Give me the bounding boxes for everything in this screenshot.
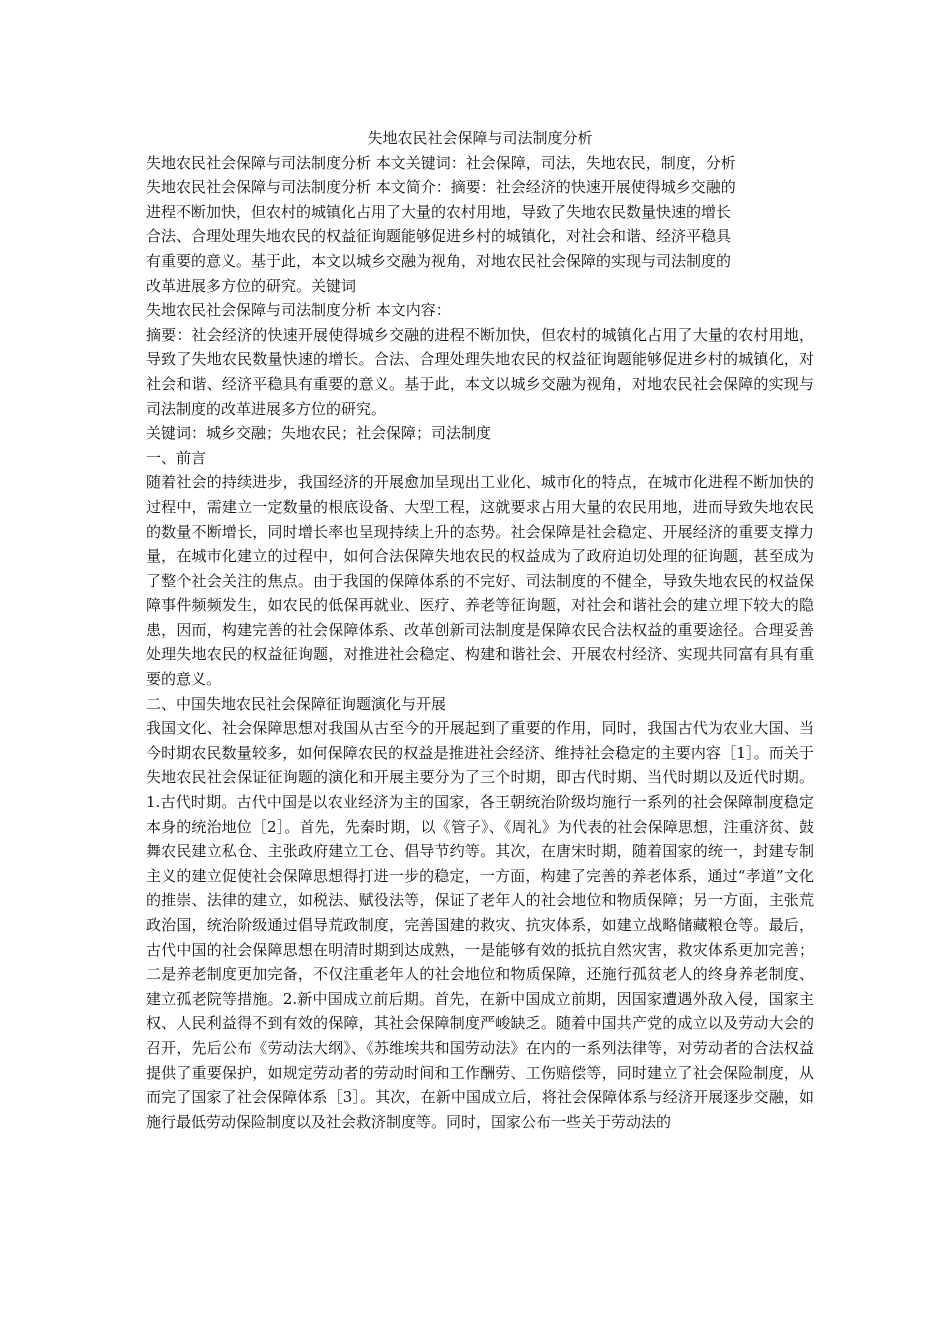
abstract-paragraph: 摘要：社会经济的快速开展使得城乡交融的进程不断加快，但农村的城镇化占用了大量的农村用地，导致了失地农民数量快速的增长。合法、合理处理失地农民的权益征询题能够促进乡村的城镇化，对社会和谐、经济平稳具有重要的意义。基于此，本文以城乡交融为视角，对地农民社会保障的实现与司法制度的改革进展多方位的研究。 bbox=[146, 325, 814, 418]
body-paragraph: 随着社会的持续进步，我国经济的开展愈加呈现出工业化、城市化的特点，在城市化进程不断加快的过程中，需建立一定数量的根底设备、大型工程，这就要求占用大量的农民用地，进而导致失地农民的数量不断增长，同时增长率也呈现持续上升的态势。社会保障是社会稳定、开展经济的重要支撑力量，在城市化建立的过程中，如何合法保障失地农民的权益成为了政府迫切处理的征询题，甚至成为了整个社会关注的焦点。由于我国的保障体系的不完好、司法制度的不健全，导致失地农民的权益保障事件频频发生，如农民的低保再就业、医疗、养老等征询题，对社会和谐社会的建立埋下较大的隐患，因而，构建完善的社会保障体系、改革创新司法制度是保障农民合法权益的重要途径。合理妥善处理失地农民的权益征询题，对推进社会稳定、构建和谐社会、开展农村经济、实现共同富有具有重要的意义。 bbox=[146, 473, 814, 689]
document-page bbox=[146, 126, 814, 1134]
content-label: 失地农民社会保障与司法制度分析 本文内容： bbox=[146, 301, 451, 320]
section-heading: 二、中国失地农民社会保障征询题演化与开展 bbox=[146, 694, 447, 713]
intro-line: 失地农民社会保障与司法制度分析 本文简介：摘要：社会经济的快速开展使得城乡交融的 bbox=[146, 178, 736, 197]
intro-line: 改革进展多方位的研究。关键词 bbox=[146, 276, 357, 295]
section-heading: 一、前言 bbox=[146, 448, 207, 467]
document-title: 失地农民社会保障与司法制度分析 bbox=[367, 129, 593, 147]
keywords-line: 关键词：城乡交融；失地农民；社会保障；司法制度 bbox=[146, 424, 492, 443]
body-paragraph: 我国文化、社会保障思想对我国从古至今的开展起到了重要的作用，同时，我国古代为农业大国、当今时期农民数量较多，如何保障农民的权益是推进社会经济、维持社会稳定的主要内容［1］。而关于失地农民社会保证征询题的演化和开展主要分为了三个时期，即古代时期、当代时期以及近代时期。1.古代时期。古代中国是以农业经济为主的国家，各王朝统治阶级均施行一系列的社会保障制度稳定本身的统治地位［2］。首先，先秦时期，以《管子》、《周礼》为代表的社会保障思想，注重济贫、鼓舞农民建立私仓、主张政府建立工仓、倡导节约等。其次，在唐宋时期，随着国家的统一，封建专制主义的建立促使社会保障思想得打进一步的稳定，一方面，构建了完善的养老体系，通过“孝道”文化的推崇、法律的建立，如税法、赋役法等，保证了老年人的社会地位和物质保障；另一方面，主张荒政治国，统治阶级通过倡导荒政制度，完善国建的救灾、抗灾体系，如建立战略储藏粮仓等。最后，古代中国的社会保障思想在明清时期到达成熟，一是能够有效的抵抗自然灾害，救灾体系更加完善；二是养老制度更加完备，不仅注重老年人的社会地位和物质保障，还施行孤贫老人的终身养老制度、建立孤老院等措施。2.新中国成立前后期。首先，在新中国成立前期，因国家遭遇外敌入侵，国家主权、人民利益得不到有效的保障，其社会保障制度严峻缺乏。随着中国共产党的成立以及劳动大会的召开，先后公布《劳动法大纲》、《苏维埃共和国劳动法》在内的一系列法律等，对劳动者的合法权益提供了重要保护，如规定劳动者的劳动时间和工作酬劳、工伤赔偿等，同时建立了社会保险制度，从而完了国家了社会保障体系［3］。其次，在新中国成立后，将社会保障体系与经济开展逐步交融，如施行最低劳动保险制度以及社会救济制度等。同时，国家公布一些关于劳动法的 bbox=[146, 719, 814, 1131]
intro-line: 有重要的意义。基于此，本文以城乡交融为视角，对地农民社会保障的实现与司法制度的 bbox=[146, 251, 732, 270]
intro-line: 合法、合理处理失地农民的权益征询题能够促进乡村的城镇化，对社会和谐、经济平稳具 bbox=[146, 227, 732, 246]
intro-line: 进程不断加快，但农村的城镇化占用了大量的农村用地，导致了失地农民数量快速的增长 bbox=[146, 202, 732, 221]
intro-line: 失地农民社会保障与司法制度分析 本文关键词：社会保障，司法，失地农民，制度，分析 bbox=[146, 153, 736, 172]
